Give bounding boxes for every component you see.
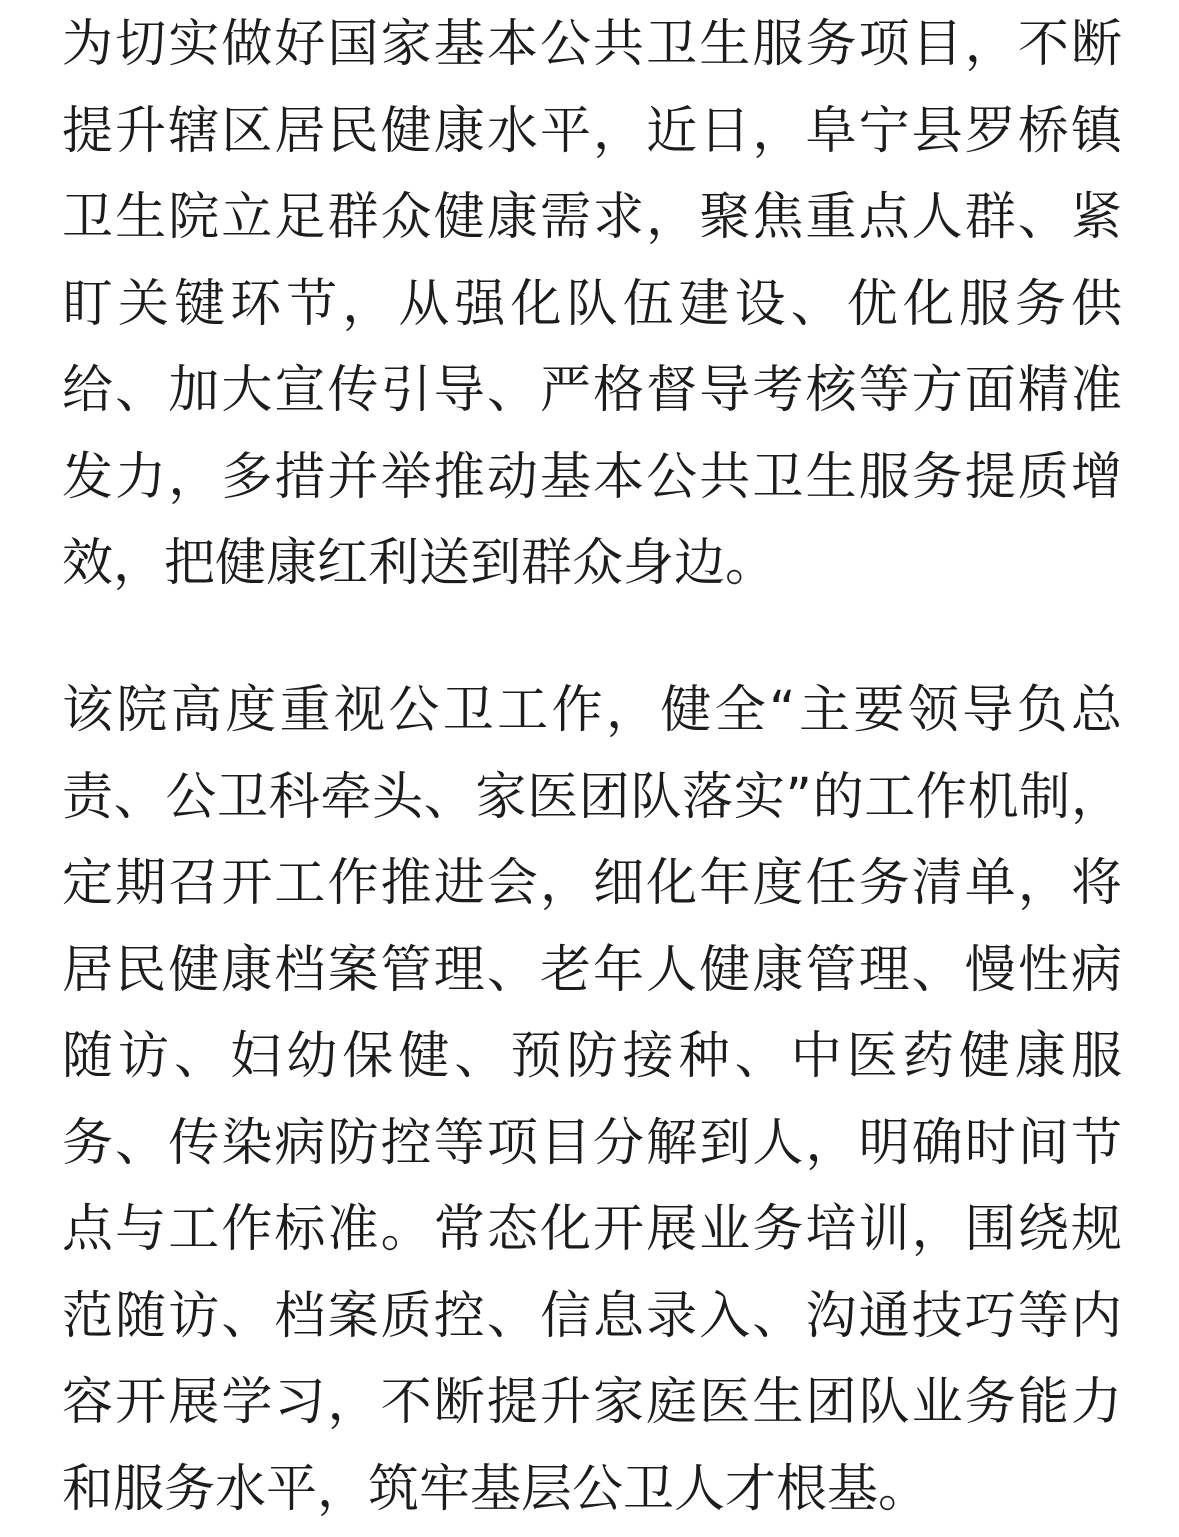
- text-line: 责、公卫科牵头、家医团队落实”的工作机制，: [62, 767, 1122, 827]
- text-line: 盯关键环节，从强化队伍建设、优化服务供: [62, 274, 1122, 334]
- text-line: 居民健康档案管理、老年人健康管理、慢性病: [62, 940, 1122, 1000]
- text-line: 定期召开工作推进会，细化年度任务清单，将: [62, 854, 1122, 913]
- text-line: 和服务水平，筑牢基层公卫人才根基。: [62, 1459, 930, 1519]
- text-line: 随访、妇幼保健、预防接种、中医药健康服: [62, 1027, 1122, 1086]
- text-line: 务、传染病防控等项目分解到人，明确时间节: [62, 1113, 1122, 1173]
- text-line: 提升辖区居民健康水平，近日，阜宁县罗桥镇: [62, 101, 1122, 161]
- text-line: 范随访、档案质控、信息录入、沟通技巧等内: [62, 1286, 1122, 1346]
- text-line: 发力，多措并举推动基本公共卫生服务提质增: [62, 447, 1122, 507]
- text-line: 效，把健康红利送到群众身边。: [62, 534, 777, 593]
- text-line: 给、加大宣传引导、严格督导考核等方面精准: [62, 361, 1122, 420]
- paragraph-1: [62, 2, 1122, 608]
- text-line: 容开展学习，不断提升家庭医生团队业务能力: [62, 1373, 1122, 1432]
- text-line: 卫生院立足群众健康需求，聚焦重点人群、紧: [62, 188, 1122, 247]
- text-line: 该院高度重视公卫工作，健全“主要领导负总: [62, 681, 1122, 740]
- paragraph-2: [62, 668, 1122, 1533]
- text-line: 为切实做好国家基本公共卫生服务项目，不断: [62, 15, 1122, 74]
- text-line: 点与工作标准。常态化开展业务培训，围绕规: [62, 1200, 1122, 1259]
